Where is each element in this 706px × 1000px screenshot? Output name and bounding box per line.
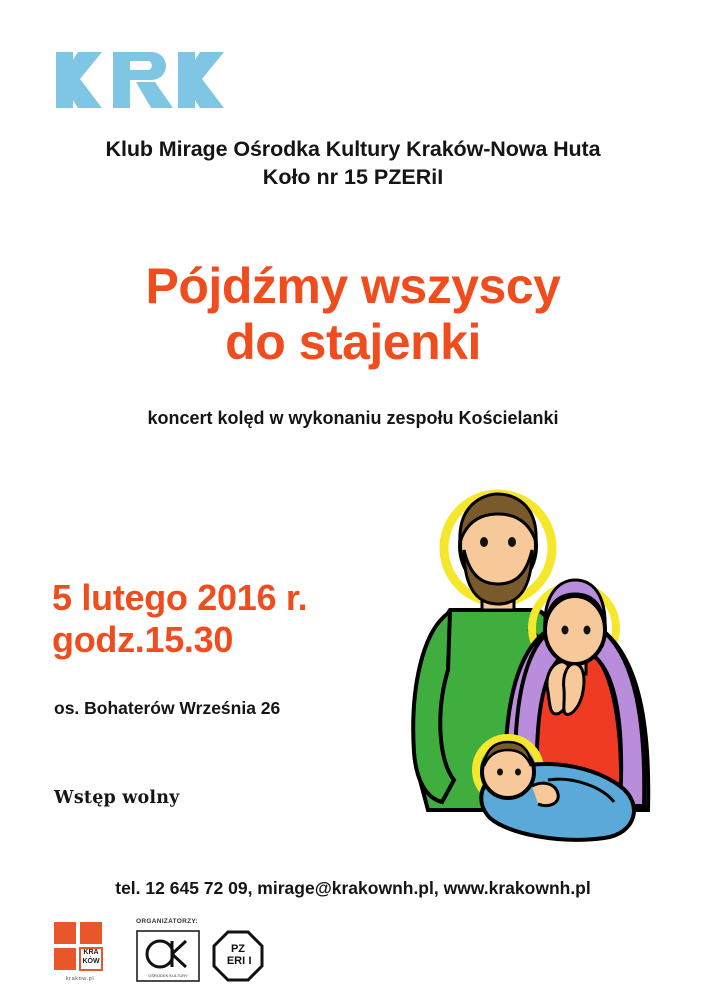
- poster-subtitle: koncert kolęd w wykonaniu zespołu Kościelanki: [147, 408, 559, 428]
- krk-logo: [56, 52, 236, 108]
- poster-title: [0, 258, 706, 370]
- date-line-1: 5 lutego 2016 r.: [52, 577, 308, 618]
- krakow-pl-caption: krakow.pl: [65, 976, 95, 982]
- title-line-2: do stajenki: [225, 314, 481, 370]
- pzerii-logo: [212, 930, 264, 982]
- svg-text:PZ: PZ: [230, 943, 246, 955]
- title-line-1: Pójdźmy wszyscy: [145, 258, 561, 314]
- svg-text:I: I: [248, 955, 252, 967]
- organizer-line-1: Klub Mirage Ośrodka Kultury Kraków-Nowa Huta: [105, 137, 601, 161]
- svg-text:OŚRODEK KULTURY: OŚRODEK KULTURY: [148, 973, 188, 978]
- nativity-illustration: [398, 480, 694, 860]
- event-address: os. Bohaterów Września 26: [54, 698, 281, 718]
- contact-line: tel. 12 645 72 09, mirage@krakownh.pl, www.krakownh.pl: [115, 878, 591, 898]
- organizer-block: [0, 136, 706, 192]
- krakow-pl-logo: [52, 920, 108, 982]
- organizers-label: ORGANIZATORZY:: [136, 918, 198, 925]
- organizer-line-2: Koło nr 15 PZERiI: [262, 164, 444, 189]
- svg-text:KRA: KRA: [83, 949, 99, 956]
- admission-note: Wstęp wolny: [54, 788, 180, 808]
- footer-logos: [48, 916, 308, 984]
- date-line-2: godz.15.30: [52, 619, 234, 661]
- event-date: [52, 578, 307, 662]
- osrodek-kultury-logo: [136, 930, 200, 982]
- svg-text:KÓW: KÓW: [82, 958, 100, 965]
- svg-text:ERI: ERI: [226, 955, 246, 967]
